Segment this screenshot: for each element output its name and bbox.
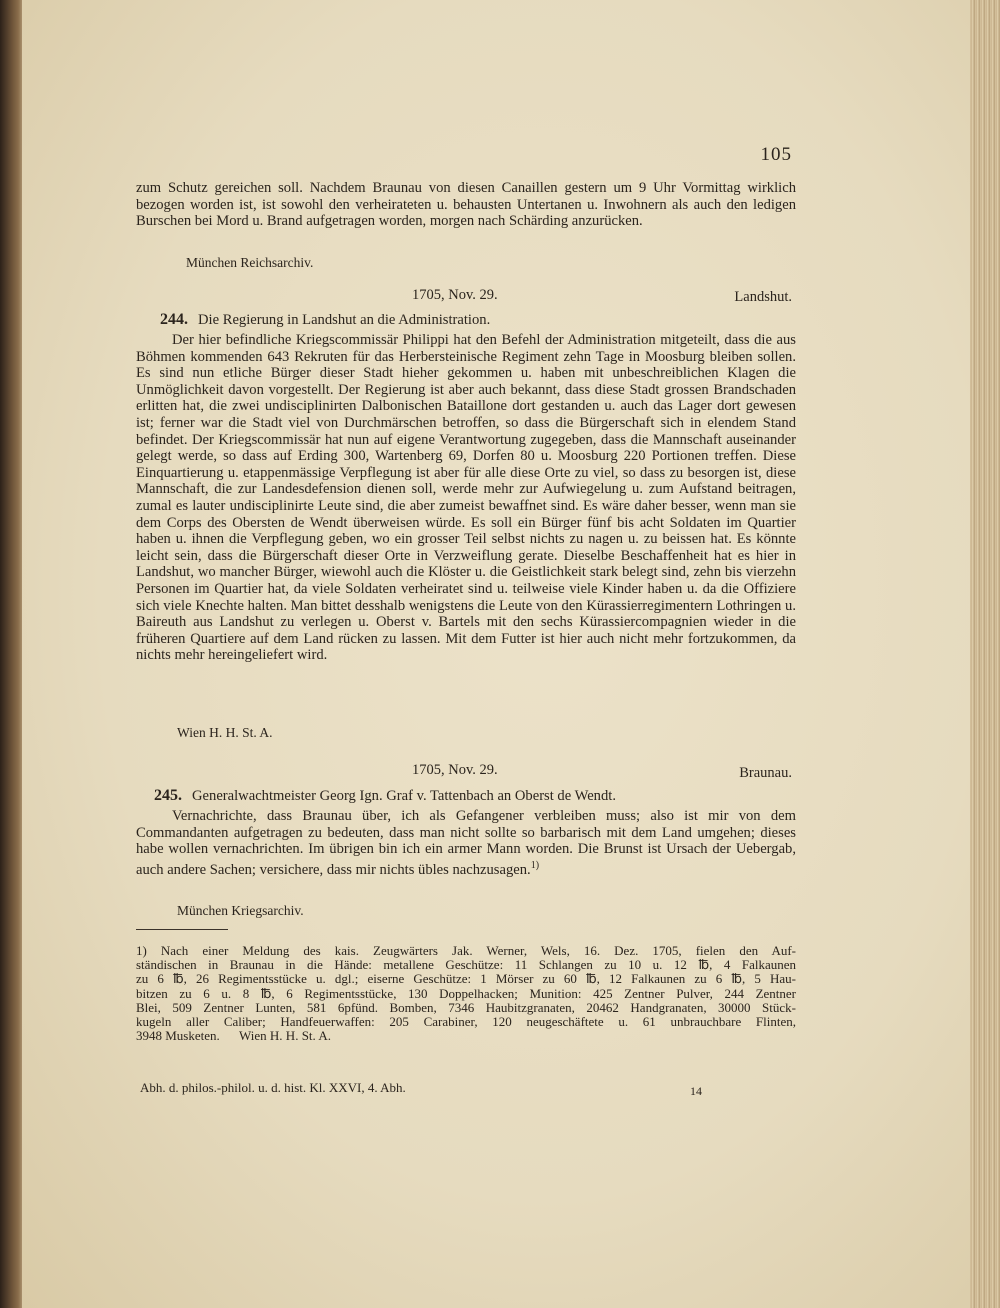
book-page bbox=[22, 0, 970, 1308]
intro-source: München Reichsarchiv. bbox=[186, 255, 314, 270]
footnote-line: Blei, 509 Zentner Lunten, 581 6pfünd. Bomben, 7346 Haubitzgranaten, 20462 Handgranaten, 30000 Stück- bbox=[136, 999, 796, 1015]
entry-245-body: Vernachrichte, dass Braunau über, ich als Gefangener verbleiben muss; also ist mir von dem Commandanten aufgetragen zu bedeuten, dass man nicht sollte so barbarisch mit dem Land umgehen; dieses habe wollen vernachrichten. Im übrigen bin ich ein armer Mann worden. Die Brunst ist Ursach der Uebergab, auch andere Sachen; versichere, dass mir nichts übles nachzusagen. bbox=[136, 808, 796, 878]
entry-245-heading bbox=[154, 787, 616, 805]
entry-245-number: 245. bbox=[154, 787, 182, 804]
entry-244-title: Die Regierung in Landshut an die Administration. bbox=[198, 312, 491, 328]
footnote-line: bitzen zu 6 u. 8 ℔, 6 Regimentsstücke, 130 Doppelhacken; Munition: 425 Zentner Pulver, 244 Zentner bbox=[136, 985, 796, 1001]
entry-244-heading bbox=[160, 311, 490, 329]
footnote-rule bbox=[136, 929, 228, 930]
footnote-line: kugeln aller Caliber; Handfeuerwaffen: 205 Carabiner, 120 neugeschäftete u. 61 unbrauchbare Flinten, bbox=[136, 1014, 796, 1030]
footnote bbox=[136, 944, 796, 1043]
entry-245-body-wrap bbox=[136, 808, 796, 878]
footnote-line: zu 6 ℔, 26 Regimentsstücke u. dgl.; eiserne Geschütze: 1 Mörser zu 60 ℔, 12 Falkaunen zu 6 ℔, 5 Hau- bbox=[136, 971, 796, 987]
page-number: 105 bbox=[760, 144, 792, 165]
intro-paragraph: zum Schutz gereichen soll. Nachdem Braunau von diesen Canaillen gestern um 9 Uhr Vormittag wirklich bezogen worden ist, ist sowohl den verheirateten u. behausten Untertanen u. Inwohnern als auch den ledigen Burschen bei Mord u. Brand aufgetragen worden, morgen nach Schärding anzurücken. bbox=[136, 180, 796, 230]
footer-series: Abh. d. philos.-philol. u. d. hist. Kl. XXVI, 4. Abh. bbox=[140, 1080, 406, 1095]
entry-244-date: 1705, Nov. 29. bbox=[412, 287, 498, 303]
entry-244-number: 244. bbox=[160, 311, 188, 328]
entry-245-place: Braunau. bbox=[739, 765, 792, 781]
entry-244-source: Wien H. H. St. A. bbox=[177, 725, 273, 740]
footnote-line: ständischen in Braunau in die Hände: metallene Geschütze: 11 Schlangen zu 10 u. 12 ℔, 4 Falkaunen bbox=[136, 957, 796, 973]
page-edges bbox=[966, 0, 1000, 1308]
entry-244-place: Landshut. bbox=[734, 289, 792, 305]
entry-245-source: München Kriegsarchiv. bbox=[177, 903, 304, 918]
footer-signature: 14 bbox=[690, 1084, 702, 1098]
footnote-line: 3948 Musketen. Wien H. H. St. A. bbox=[136, 1028, 331, 1044]
entry-245-title: Generalwachtmeister Georg Ign. Graf v. Tattenbach an Oberst de Wendt. bbox=[192, 788, 616, 804]
entry-245-date: 1705, Nov. 29. bbox=[412, 762, 498, 778]
footnote-line: 1) Nach einer Meldung des kais. Zeugwärters Jak. Werner, Wels, 16. Dez. 1705, fielen den Auf- bbox=[136, 943, 796, 958]
entry-244-body: Der hier befindliche Kriegscommissär Philippi hat den Befehl der Administration mitgeteilt, dass die aus Böhmen kommenden 643 Rekruten für das Herbersteinische Regiment zehn Tage in Moosburg bleiben sollen. Es sind nun etliche Bürger dieser Stadt hieher gekommen u. haben mit unbeschreiblichen Klagen die Unmöglichkeit davon vorgestellt. Der Regierung ist aber auch bekannt, dass diese Stadt grossen Brandschaden erlitten hat, die zwei undisciplinirten Dalbonischen Bataillone dort gestanden u. auch das Lager dort gewesen ist; ferner war die Stadt viel von Durchmärschen betroffen, so dass die Bürgerschaft sich in elendem Stand befindet. Der Kriegscommissär hat nun auf eigene Verantwortung zugegeben, dass die Mannschaft auseinander gelegt werde, so dass auf Erding 300, Wartenberg 69, Dorfen 80 u. Moosburg 220 Portionen treffen. Diese Einquartierung u. etappenmässige Verpflegung ist aber für alle diese Orte zu viel, so dass zu besorgen ist, diese Mannschaft, die zur Landesdefension dienen soll, werde mehr zur Aufwiegelung u. zum Aufstand beitragen, zumal es lauter undisciplinirte Leute sind, die aber zumeist bewaffnet sind. Es wäre daher besser, wenn man sie dem Corps des Obersten de Wendt überweisen würde. Es soll ein Bürger fünf bis acht Soldaten im Quartier haben u. ihnen die Verpflegung geben, wo ein grosser Teil selbst nichts zu nagen u. zu beissen hat. Es könnte leicht sein, dass die Bürgerschaft dieser Orte in Verzweiflung gerate. Dieselbe Beschaffenheit hat es hier in Landshut, wo mancher Bürger, wiewohl auch die Klöster u. die Geistlichkeit stark belegt sind, zehn bis vierzehn Personen im Quartier hat, da viele Soldaten verheiratet sind u. teilweise viele Kinder haben u. da die Offiziere sich viele Knechte halten. Man bittet desshalb wenigstens die Leute von den Kürassierregimentern Lothringen u. Baireuth aus Landshut zu verlegen u. Oberst v. Bartels mit den sechs Kürassiercompagnien wieder in die früheren Quartiere auf dem Land rücken zu lassen. Mit dem Futter ist hier auch nicht mehr fortzukommen, da nichts mehr hereingeliefert wird. bbox=[136, 332, 796, 664]
footnote-reference: 1) bbox=[530, 859, 540, 871]
